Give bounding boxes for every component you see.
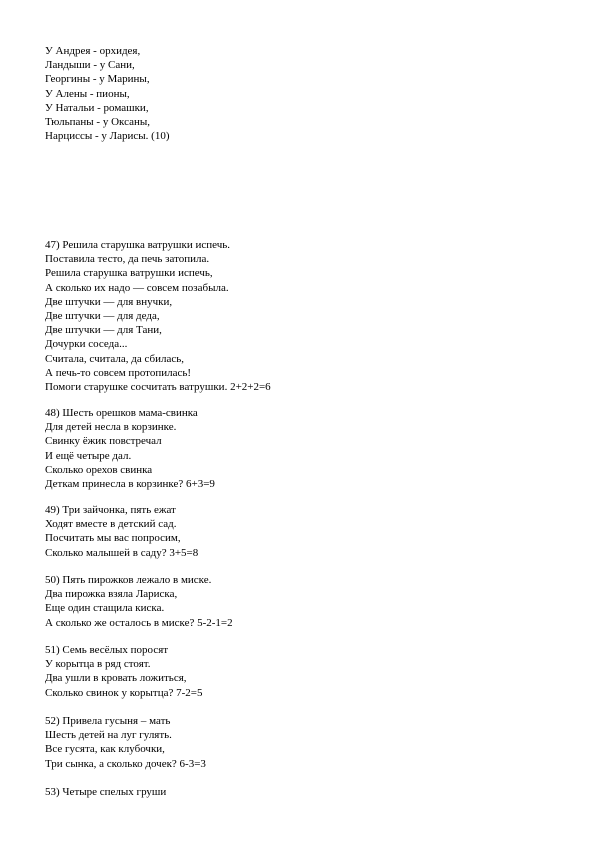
riddle-line: Две штучки — для внучки,	[45, 295, 173, 308]
riddle-line: Считала, считала, да сбилась,	[45, 352, 185, 365]
riddle-line: А сколько их надо — совсем позабыла.	[45, 281, 229, 294]
riddle-answer-line: Деткам принесла в корзинке? 6+3=9	[45, 478, 215, 491]
riddle-answer-line: Три сынка, а сколько дочек? 6-3=3	[45, 757, 206, 770]
riddle-line: 52) Привела гусыня – мать	[45, 715, 171, 727]
riddle-line: У корытца в ряд стоят.	[45, 658, 151, 671]
riddle-answer-line: А сколько же осталось в миске? 5-2-1=2	[45, 616, 233, 629]
riddle-line: 48) Шесть орешков мама-свинка	[45, 407, 198, 419]
riddle-answer-line: Сколько малышей в саду? 3+5=8	[45, 546, 199, 559]
riddle-line: 51) Семь весёлых поросят	[45, 644, 169, 656]
riddle-52	[45, 714, 565, 771]
riddle-line: Сколько орехов свинка	[45, 463, 153, 476]
riddle-47	[45, 238, 565, 394]
riddle-48	[45, 406, 565, 491]
riddle-line: Два ушли в кровать ложиться,	[45, 672, 187, 685]
riddle-line: Шесть детей на луг гулять.	[45, 729, 172, 742]
riddle-49	[45, 503, 565, 560]
riddle-line: Две штучки — для Тани,	[45, 324, 162, 337]
riddle-line: Все гусята, как клубочки,	[45, 743, 165, 756]
riddle-50	[45, 573, 565, 630]
riddle-line: 47) Решила старушка ватрушки испечь.	[45, 239, 231, 251]
riddle-line: 53) Четыре спелых груши	[45, 786, 167, 798]
riddle-line: Еще один стащила киска.	[45, 602, 165, 615]
riddle-answer-line: Помоги старушке сосчитать ватрушки. 2+2+2=6	[45, 381, 271, 394]
poem-line: У Андрея - орхидея,	[45, 45, 141, 57]
poem-line: Ландыши - у Сани,	[45, 59, 135, 72]
riddle-answer-line: Сколько свинок у корытца? 7-2=5	[45, 686, 203, 699]
riddle-53	[45, 785, 565, 799]
riddle-line: Два пирожка взяла Лариска,	[45, 588, 178, 601]
riddle-line: Свинку ёжик повстречал	[45, 435, 162, 448]
flowers-poem	[45, 44, 565, 143]
riddle-line: Посчитать мы вас попросим,	[45, 532, 181, 545]
riddle-line: 50) Пять пирожков лежало в миске.	[45, 574, 212, 586]
riddle-line: Ходят вместе в детский сад.	[45, 518, 177, 531]
poem-line: Тюльпаны - у Оксаны,	[45, 116, 151, 129]
riddle-line: Две штучки — для деда,	[45, 310, 160, 323]
riddle-51	[45, 643, 565, 700]
riddle-line: И ещё четыре дал.	[45, 449, 132, 462]
riddle-line: Решила старушка ватрушки испечь,	[45, 267, 213, 280]
riddle-line: 49) Три зайчонка, пять ежат	[45, 504, 176, 516]
riddle-line: Поставила тесто, да печь затопила.	[45, 253, 210, 266]
riddle-line: Для детей несла в корзинке.	[45, 421, 177, 434]
poem-line: Нарциссы - у Ларисы. (10)	[45, 130, 170, 143]
poem-line: Георгины - у Марины,	[45, 73, 150, 86]
poem-line: У Натальи - ромашки,	[45, 101, 149, 114]
riddle-line: Дочурки соседа...	[45, 338, 128, 351]
riddle-line: А печь-то совсем протопилась!	[45, 366, 192, 379]
poem-line: У Алены - пионы,	[45, 87, 130, 100]
